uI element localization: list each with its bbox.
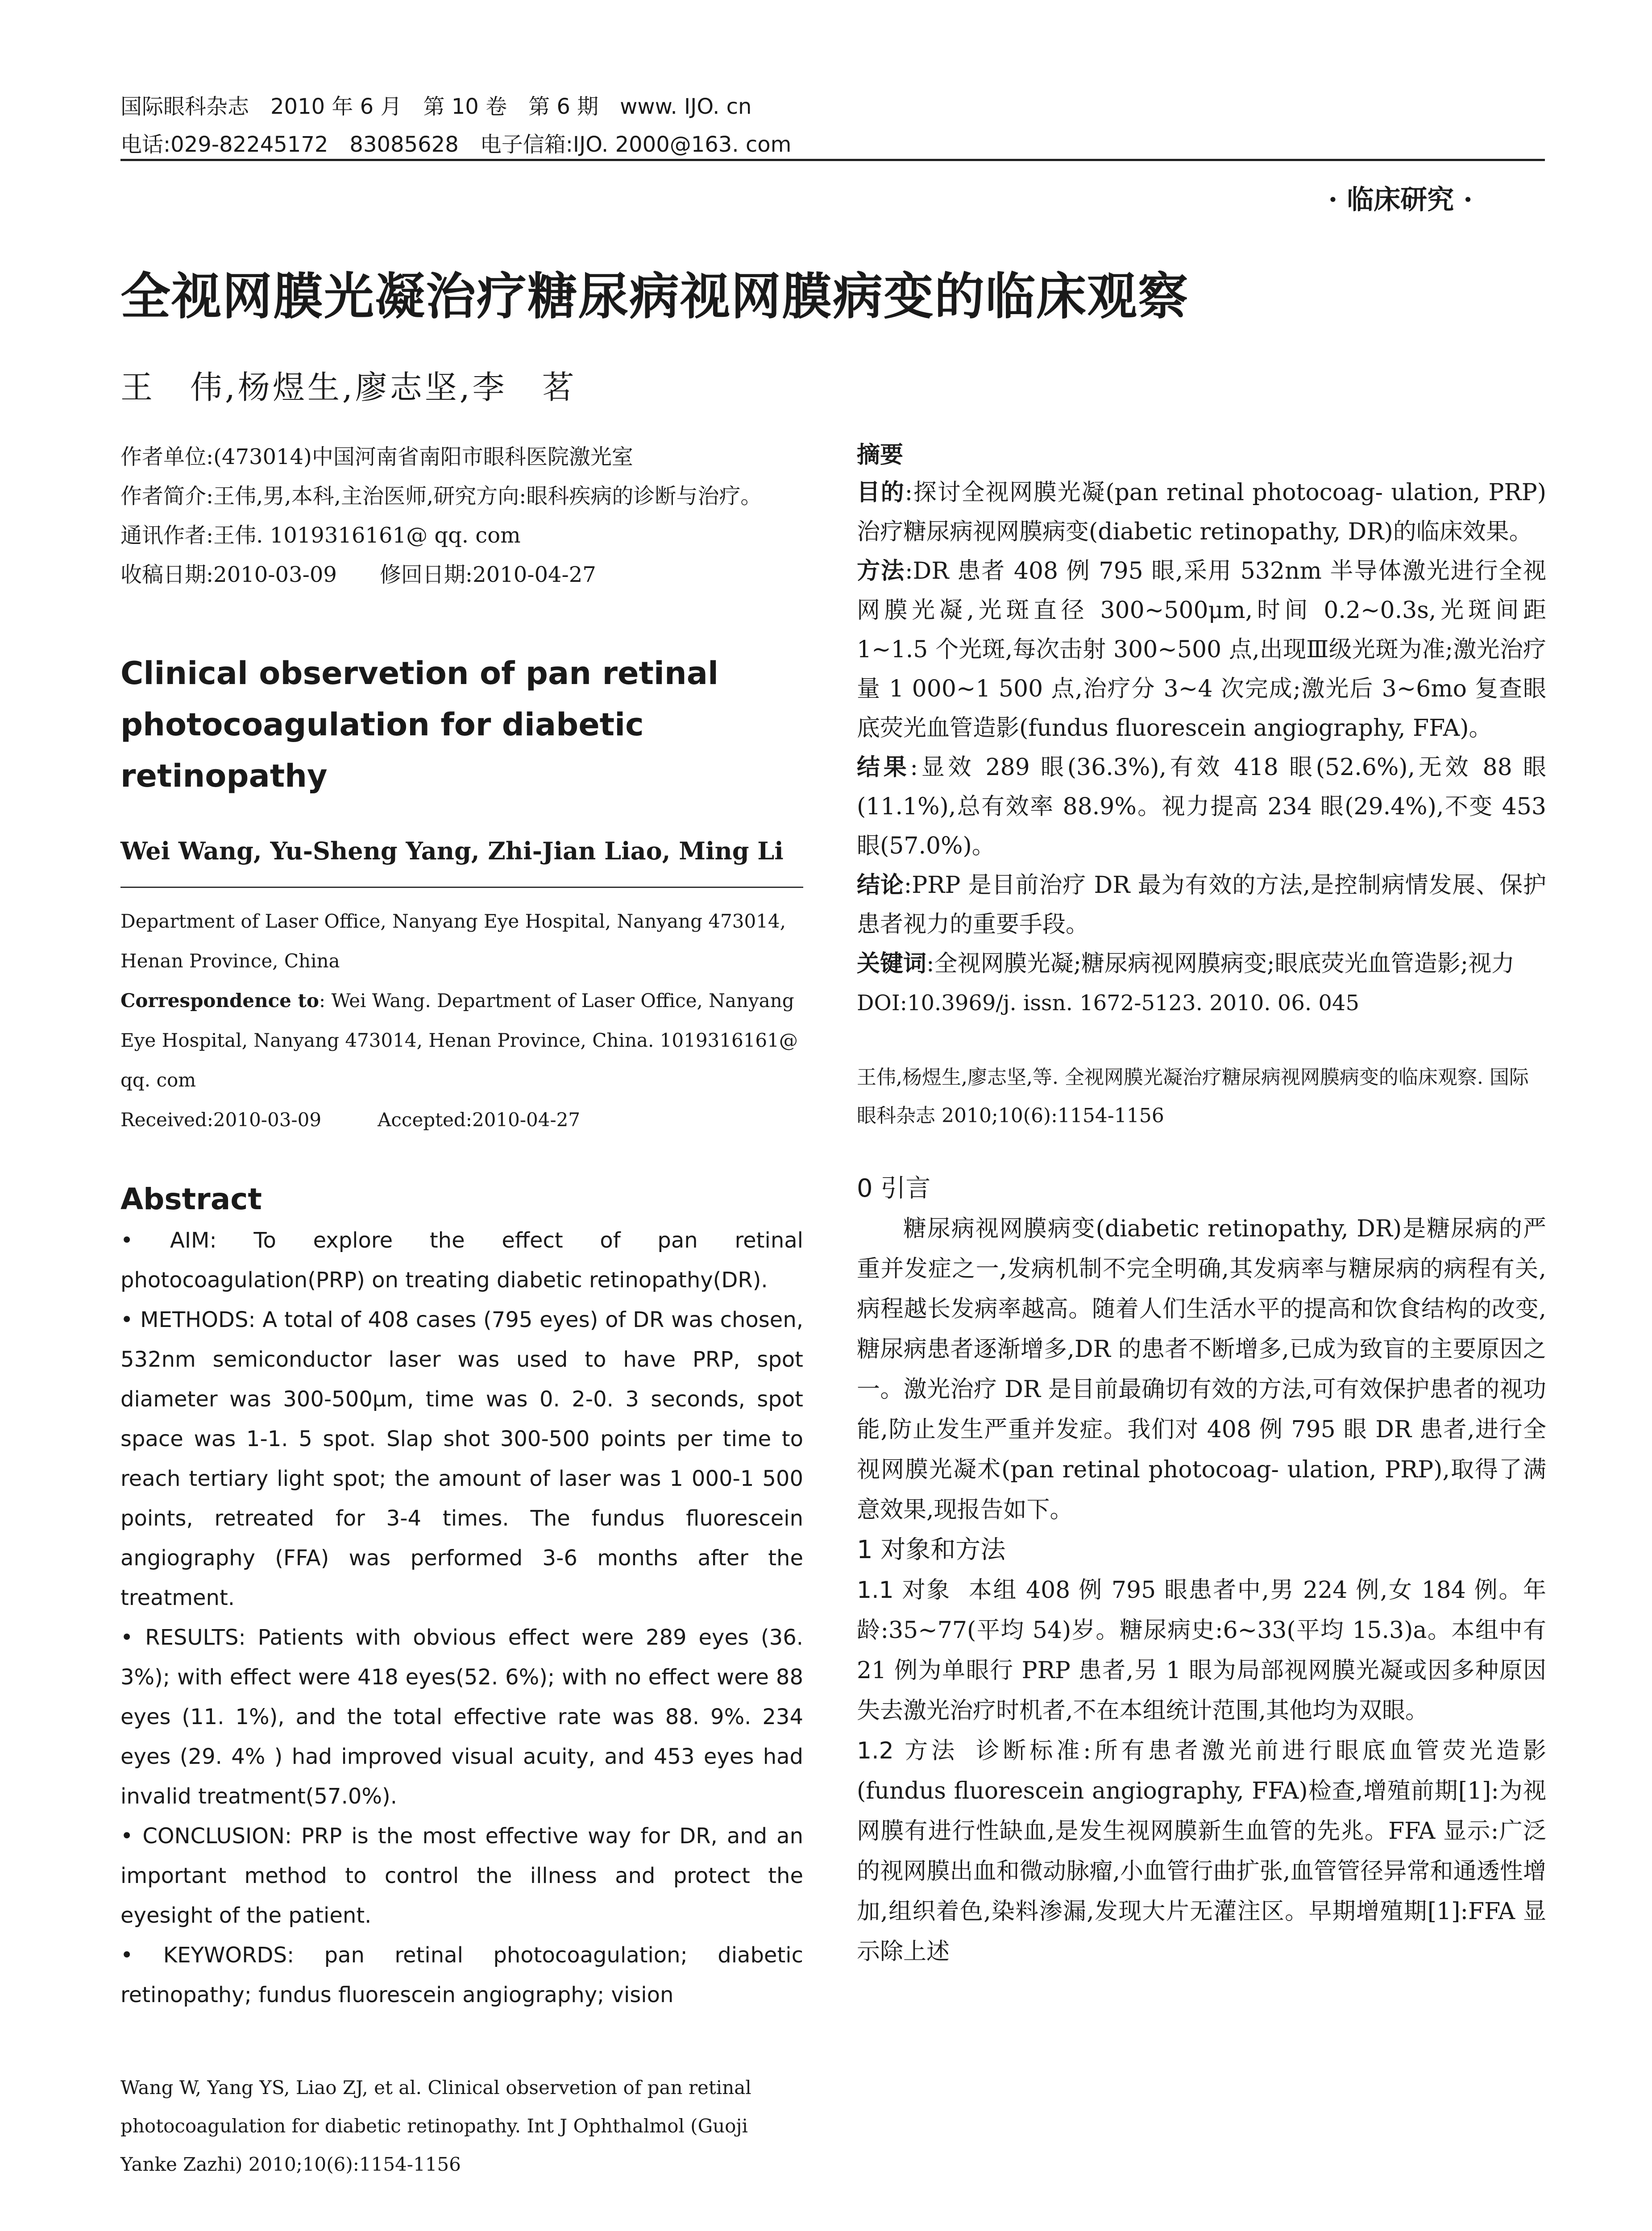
subjects-text: 本组 408 例 795 眼患者中,男 224 例,女 184 例。年龄:35~77(平均 54)岁。糖尿病史:6~33(平均 15.3)a。本组中有 21 例为单眼行 PRP 患者,另 1 眼为局部视网膜光凝或因多种原因失去激光治疗时机者,不在本组统计范围,其他均为双眼。 xyxy=(857,1577,1546,1724)
received-dates: 收稿日期:2010-03-09 修回日期:2010-04-27 xyxy=(120,562,596,587)
abstract-methods-en xyxy=(120,1300,803,1618)
methods-heading: 1 对象和方法 xyxy=(857,1535,1006,1564)
abstract-aim-text: : To explore the effect of pan retinal photocoagulation(PRP) on treating diabetic retinopathy(DR). xyxy=(120,1228,803,1293)
subjects-label: 1.1 对象 xyxy=(857,1577,951,1604)
abstract-results-zh-text: :显效 289 眼(36.3%),有效 418 眼(52.6%),无效 88 眼(11.1%),总有效率 88.9%。视力提高 234 眼(29.4%),不变 453 眼(57.0%)。 xyxy=(857,754,1546,859)
subjects-paragraph xyxy=(857,1570,1546,1731)
abstract-methods-text: : A total of 408 cases (795 eyes) of DR was chosen, 532nm semiconductor laser was used to have PRP, spot diameter was 300-500μm, time was 0. 2-0. 3 seconds, spot space was 1-1. 5 spot. Slap shot 300-500 points per time to reach tertiary light spot; the amount of laser was 1 000-1 500 points, retreated for 3-4 times. The fundus fluorescein angiography (FFA) was performed 3-6 months after the treatment. xyxy=(120,1307,804,1610)
abstract-conclusion-zh-text: :PRP 是目前治疗 DR 最为有效的方法,是控制病情发展、保护患者视力的重要手段。 xyxy=(857,872,1546,938)
received-accepted: Received:2010-03-09 Accepted:2010-04-27 xyxy=(120,1109,581,1131)
abstract-aim-zh xyxy=(857,473,1546,552)
header-rule xyxy=(120,159,1545,161)
abstract-results-zh xyxy=(857,748,1546,866)
methods-label: 1.2 方法 xyxy=(857,1738,959,1764)
article-title-zh: 全视网膜光凝治疗糖尿病视网膜病变的临床观察 xyxy=(120,268,1189,326)
author-unit: 作者单位:(473014)中国河南省南阳市眼科医院激光室 xyxy=(120,444,633,469)
abstract-conclusion-en xyxy=(120,1816,803,1936)
abstract-keywords-text: : pan retinal photocoagulation; diabetic retinopathy; fundus fluorescein angiography; vision xyxy=(120,1943,803,2007)
abstract-conclusion-zh xyxy=(857,866,1546,944)
journal-header-line1: 国际眼科杂志 2010 年 6 月 第 10 卷 第 6 期 www. IJO. cn xyxy=(120,94,752,119)
affiliation-block xyxy=(120,901,803,1140)
correspondence-label: Correspondence to xyxy=(120,990,319,1012)
citation-en: Wang W, Yang YS, Liao ZJ, et al. Clinical observetion of pan retinal photocoagulation for diabetic retinopathy. Int J Ophthalmol (Guoji Yanke Zazhi) 2010;10(6):1154-1156 xyxy=(120,2077,751,2175)
abstract-methods-zh xyxy=(857,552,1546,748)
abstract-keywords-label: • KEYWORDS xyxy=(120,1943,287,1968)
abstract-keywords-zh-label: 关键词 xyxy=(857,950,927,977)
correspondence-text: : Wei Wang. Department of Laser Office, Nanyang Eye Hospital, Nanyang 473014, Henan Province, China. 1019316161@ qq. com xyxy=(120,990,798,1091)
abstract-methods-zh-text: :DR 患者 408 例 795 眼,采用 532nm 半导体激光进行全视网膜光凝,光斑直径 300~500μm,时间 0.2~0.3s,光斑间距 1~1.5 个光斑,每次击射 300~500 点,出现Ⅲ级光斑为准;激光治疗量 1 000~1 500 点,治疗分 3~4 次完成;激光后 3~6mo 复查眼底荧光血管造影(fundus fluorescein angiography, FFA)。 xyxy=(857,558,1546,742)
abstract-results-label: • RESULTS xyxy=(120,1625,239,1650)
methods-paragraph xyxy=(857,1731,1546,1972)
abstract-aim-zh-text: :探讨全视网膜光凝(pan retinal photocoag- ulation, PRP)治疗糖尿病视网膜病变(diabetic retinopathy, DR)的临床效果。 xyxy=(857,479,1546,545)
left-column xyxy=(120,437,803,2184)
journal-header-line2: 电话:029-82245172 83085628 电子信箱:IJO. 2000@163. com xyxy=(120,132,792,157)
affiliation-rule xyxy=(120,887,803,888)
abstract-conclusion-text: : PRP is the most effective way for DR, and an important method to control the illness and protect the eyesight of the patient. xyxy=(120,1824,803,1928)
abstract-results-en xyxy=(120,1618,803,1816)
intro-paragraph: 糖尿病视网膜病变(diabetic retinopathy, DR)是糖尿病的严重并发症之一,发病机制不完全明确,其发病率与糖尿病的病程有关,病程越长发病率越高。随着人们生活水平的提高和饮食结构的改变,糖尿病患者逐渐增多,DR 的患者不断增多,已成为致盲的主要原因之一。激光治疗 DR 是目前最确切有效的方法,可有效保护患者的视功能,防止发生严重并发症。我们对 408 例 795 眼 DR 患者,进行全视网膜光凝术(pan retinal photocoag- ulation, PRP),取得了满意效果,现报告如下。 xyxy=(857,1215,1546,1523)
abstract-results-text: : Patients with obvious effect were 289 eyes (36. 3%); with effect were 418 eyes(52. 6%); with no effect were 88 eyes (11. 1%), and the total effective rate was 88. 9%. 234 eyes (29. 4% ) had improved visual acuity, and 453 eyes had invalid treatment(57.0%). xyxy=(120,1625,803,1809)
author-bio: 作者简介:王伟,男,本科,主治医师,研究方向:眼科疾病的诊断与治疗。 xyxy=(120,484,762,509)
authors-zh: 王 伟,杨煜生,廖志坚,李 茗 xyxy=(120,369,577,406)
doi: DOI:10.3969/j. issn. 1672-5123. 2010. 06. 045 xyxy=(857,991,1360,1016)
abstract-keywords-zh xyxy=(857,944,1546,983)
right-column xyxy=(857,437,1546,1972)
authors-en: Wei Wang, Yu-Sheng Yang, Zhi-Jian Liao, Ming Li xyxy=(120,837,784,865)
abstract-methods-label: • METHODS xyxy=(120,1307,249,1332)
abstract-heading-en: Abstract xyxy=(120,1182,262,1216)
author-meta xyxy=(120,437,803,594)
article-title-en: Clinical observetion of pan retinal photocoagulation for diabetic retinopathy xyxy=(120,655,718,794)
corresponding-author: 通讯作者:王伟. 1019316161@ qq. com xyxy=(120,523,521,548)
correspondence xyxy=(120,981,803,1100)
methods-text: 诊断标准:所有患者激光前进行眼底血管荧光造影(fundus fluorescein angiography, FFA)检查,增殖前期[1]:为视网膜有进行性缺血,是发生视网膜新生血管的先兆。FFA 显示:广泛的视网膜出血和微动脉瘤,小血管行曲扩张,血管管径异常和通透性增加,组织着色,染料渗漏,发现大片无灌注区。早期增殖期[1]:FFA 显示除上述 xyxy=(857,1738,1546,1965)
abstract-results-zh-label: 结果 xyxy=(857,754,910,781)
abstract-conclusion-label: • CONCLUSION xyxy=(120,1824,285,1849)
abstract-conclusion-zh-label: 结论 xyxy=(857,872,904,899)
affiliation-dept: Department of Laser Office, Nanyang Eye Hospital, Nanyang 473014, Henan Province, China xyxy=(120,910,786,972)
abstract-heading-zh: 摘要 xyxy=(857,442,904,469)
intro-heading: 0 引言 xyxy=(857,1174,931,1203)
abstract-methods-zh-label: 方法 xyxy=(857,558,905,585)
abstract-keywords-zh-text: :全视网膜光凝;糖尿病视网膜病变;眼底荧光血管造影;视力 xyxy=(926,950,1515,977)
citation-zh: 王伟,杨煜生,廖志坚,等. 全视网膜光凝治疗糖尿病视网膜病变的临床观察. 国际眼科杂志 2010;10(6):1154-1156 xyxy=(857,1066,1529,1127)
section-tag: · 临床研究 · xyxy=(1328,184,1473,216)
abstract-aim-en xyxy=(120,1221,803,1300)
abstract-aim-label: • AIM xyxy=(120,1228,210,1253)
abstract-keywords-en xyxy=(120,1936,803,2015)
abstract-aim-zh-label: 目的 xyxy=(857,479,905,506)
